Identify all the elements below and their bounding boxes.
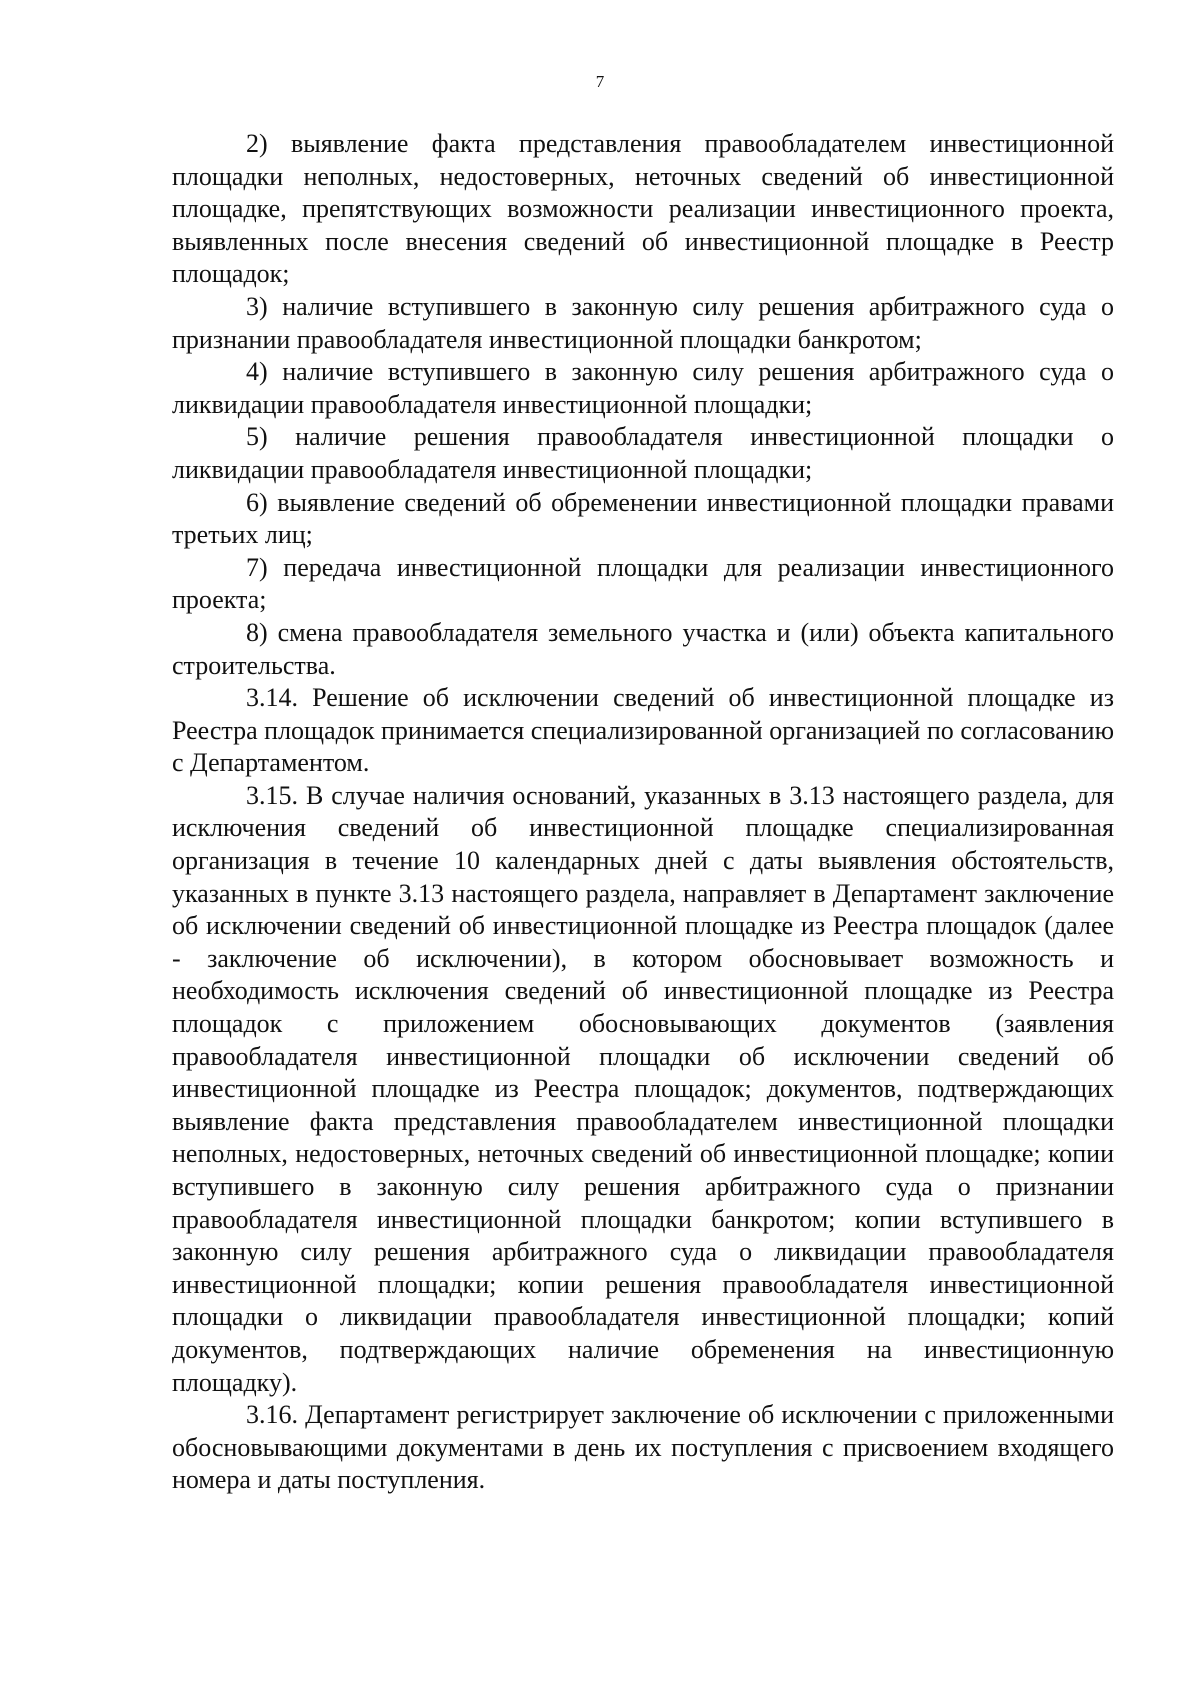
page-number: 7 <box>595 72 605 91</box>
list-item-6: 6) выявление сведений об обременении инвестиционной площадки правами третьих лиц; <box>172 487 1114 550</box>
list-item-8: 8) смена правообладателя земельного участка и (или) объекта капитального строительства. <box>172 617 1114 680</box>
list-item-2: 2) выявление факта представления правообладателем инвестиционной площадки неполных, недостоверных, неточных сведений об инвестиционной площадке, препятствующих возможности реализации инвестиционного проекта, выявленных после внесения сведений об инвестиционной площадке в Реестр площадок; <box>172 129 1114 289</box>
document-body <box>172 128 1114 1497</box>
list-item-5: 5) наличие решения правообладателя инвестиционной площадки о ликвидации правообладателя инвестиционной площадки; <box>172 422 1114 484</box>
list-item-4: 4) наличие вступившего в законную силу решения арбитражного суда о ликвидации правообладателя инвестиционной площадки; <box>172 357 1114 419</box>
list-item-7: 7) передача инвестиционной площадки для реализации инвестиционного проекта; <box>172 552 1114 615</box>
section-3-15: 3.15. В случае наличия оснований, указанных в 3.13 настоящего раздела, для исключения сведений об инвестиционной площадке специализированная организация в течение 10 календарных дней с даты выявления обстоятельств, указанных в пункте 3.13 настоящего раздела, направляет в Департамент заключение об исключении сведений об инвестиционной площадке из Реестра площадок (далее - заключение об исключении), в котором обосновывает возможность и необходимость исключения сведений об инвестиционной площадке из Реестра площадок с приложением обосновывающих документов (заявления правообладателя инвестиционной площадки об исключении сведений об инвестиционной площадке из Реестра площадок; документов, подтверждающих выявление факта представления правообладателем инвестиционной площадки неполных, недостоверных, неточных сведений об инвестиционной площадке; копии вступившего в законную силу решения арбитражного суда о признании правообладателя инвестиционной площадки банкротом; копии вступившего в законную силу решения арбитражного суда о ликвидации правообладателя инвестиционной площадки; копии решения правообладателя инвестиционной площадки о ликвидации правообладателя инвестиционной площадки; копий документов, подтверждающих наличие обременения на инвестиционную площадку). <box>172 780 1114 1397</box>
list-item-3: 3) наличие вступившего в законную силу решения арбитражного суда о признании правообладателя инвестиционной площадки банкротом; <box>172 291 1114 354</box>
section-3-14: 3.14. Решение об исключении сведений об инвестиционной площадке из Реестра площадок принимается специализированной организацией по согласованию с Департаментом. <box>172 683 1114 778</box>
section-3-16: 3.16. Департамент регистрирует заключение об исключении с приложенными обосновывающими документами в день их поступления с присвоением входящего номера и даты поступления. <box>172 1400 1114 1495</box>
